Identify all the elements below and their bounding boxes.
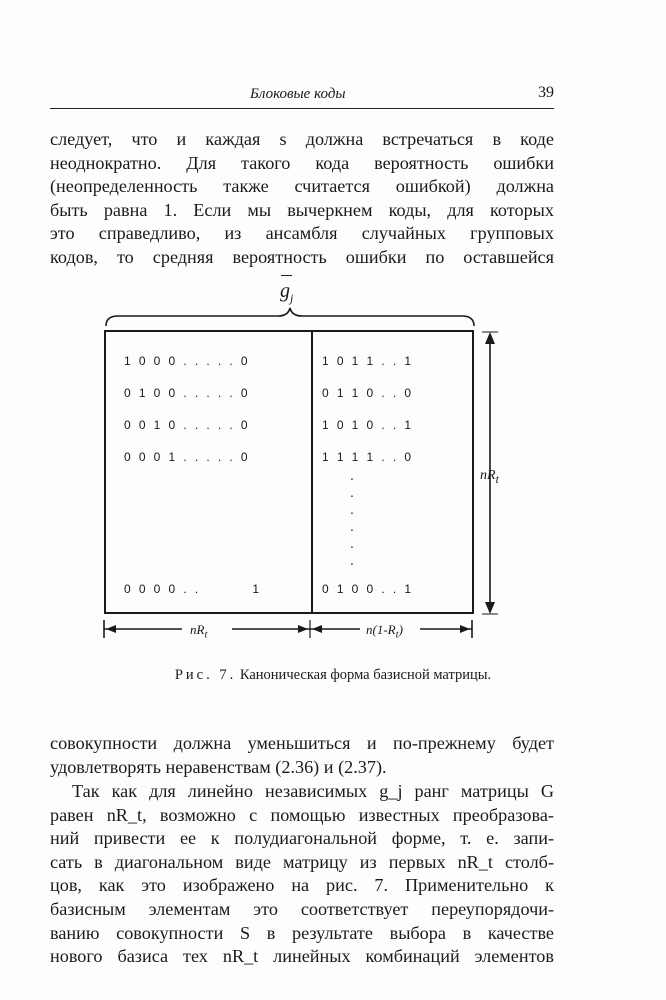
text-line: ванию совокупности S в результате выбора в качестве [50,922,554,943]
text-line: базисным элементам это соответствует переупорядочи- [50,898,554,919]
left-row-1: 1 0 0 0 . . . . . 0 [124,354,249,368]
left-row-2: 0 1 0 0 . . . . . 0 [124,386,249,400]
gj-label: $g_j$ [280,280,293,306]
vertical-ellipsis: · · · · · · [349,473,355,573]
text-line: (неопределенность также считается ошибкой) должна [50,176,554,197]
basis-matrix [104,330,474,614]
caption-prefix: Рис. 7. [174,667,237,683]
arrow-up [485,332,495,344]
bottom-right-dimension-label: $n(1-R_t)$ [366,622,403,641]
right-row-4: 1 1 1 1 . . 0 [322,450,412,464]
paragraph-2 [50,732,554,779]
page-number: 39 [538,84,554,101]
side-dimension-label: $nR_t$ [480,468,499,486]
bottom-left-dimension-label: $nR_t$ [190,622,208,641]
text-line: совокупности должна уменьшиться и по-прежнему будет [50,733,554,753]
figure-caption [0,667,666,684]
text-line: кодов, то средняя вероятность ошибки по оставшейся [50,246,554,267]
text-line: нового базиса тех nR_t линейных комбинаций элементов [50,946,554,967]
text-line: равен nR_t, возможно с помощью известных преобразова- [50,804,554,825]
caption-text: Каноническая форма базисной матрицы. [239,667,492,683]
left-row-4: 0 0 0 1 . . . . . 0 [124,450,249,464]
text-line: следует, что и каждая s должна встречаться в коде [50,129,554,149]
text-line: неоднократно. Для такого кода вероятность ошибки [50,152,554,173]
text-line: ний привести ее к полудиагональной форме, т. е. запи- [50,828,554,849]
top-brace [106,308,474,326]
left-row-3: 0 0 1 0 . . . . . 0 [124,418,249,432]
right-row-2: 0 1 1 0 . . 0 [322,386,412,400]
left-row-last: 0 0 0 0 . . 1 [124,582,260,596]
arrow-down [485,602,495,614]
paragraph-3 [50,780,554,969]
matrix-divider [311,332,313,612]
text-line: быть равна 1. Если мы вычеркнем коды, для которых [50,199,554,220]
text-line: сать в диагональном виде матрицу из первых nR_t столб- [50,851,554,872]
right-row-3: 1 0 1 0 . . 1 [322,418,412,432]
text-line: удовлетворять неравенствам (2.36) и (2.37). [50,756,387,777]
text-line: цов, как это изображено на рис. 7. Применительно к [50,875,554,896]
right-row-1: 1 0 1 1 . . 1 [322,354,412,368]
text-line: это справедливо, из ансамбля случайных групповых [50,223,554,244]
running-title: Блоковые коды [250,86,346,102]
text-line: Так как для линейно независимых g_j ранг матрицы G [72,781,554,801]
right-row-last: 0 1 0 0 . . 1 [322,582,412,596]
